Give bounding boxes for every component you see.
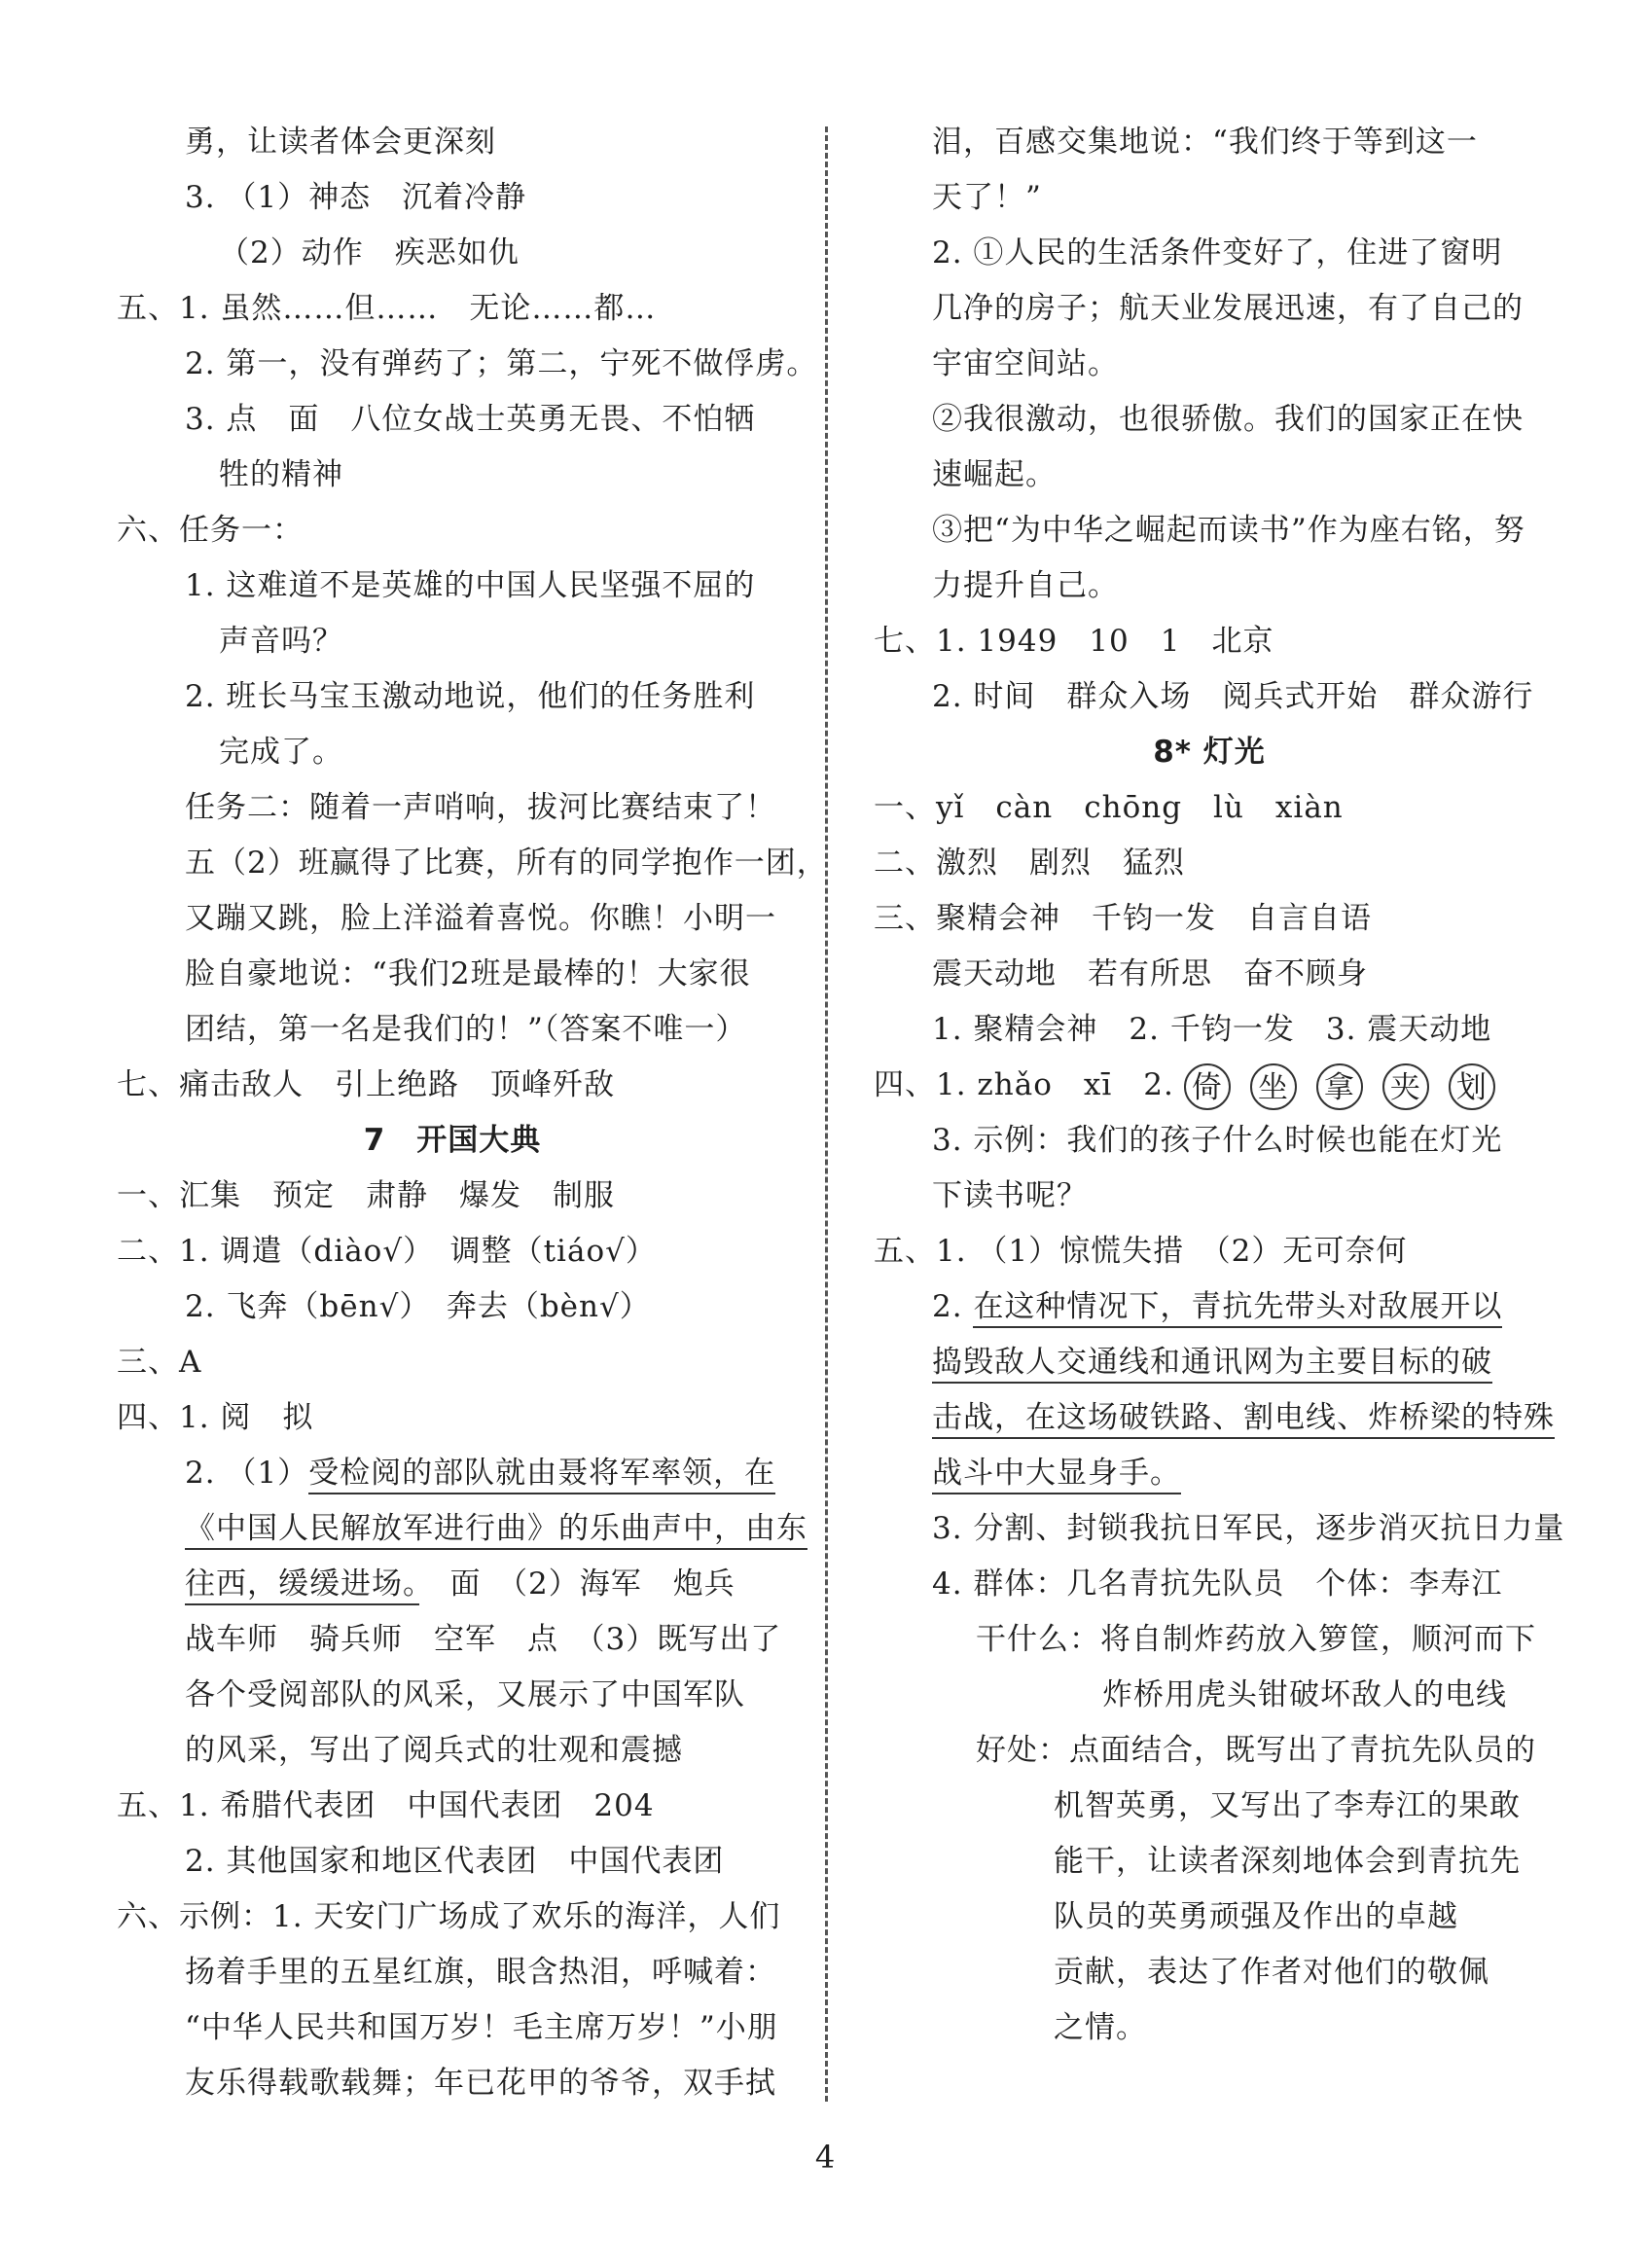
answer-line [874,170,1545,226]
answer-line [117,1335,788,1390]
line-text: 好处：点面结合，既写出了青抗先队员的 [976,1733,1536,1768]
answer-line [874,669,1545,725]
line-text: 五、1. 希腊代表团 中国代表团 204 [117,1788,655,1823]
circled-character: 拿 [1316,1063,1363,1110]
answer-line [117,1668,788,1723]
line-text: 2. 其他国家和地区代表团 中国代表团 [185,1844,725,1879]
answer-line [117,448,788,503]
answer-line [874,1335,1545,1390]
line-text: 2. 时间 群众入场 阅兵式开始 群众游行 [932,679,1534,714]
circled-character: 划 [1449,1063,1495,1110]
line-text: 战车师 骑兵师 空军 点 （3）既写出了 [185,1622,782,1657]
line-text: 脸自豪地说：“我们2班是最棒的！大家很 [185,956,751,991]
answer-line [117,226,788,281]
line-text: 扬着手里的五星红旗，眼含热泪，呼喊着： [185,1955,776,1990]
line-text: 团结，第一名是我们的！”（答案不唯一） [185,1012,747,1047]
answer-line [874,614,1545,669]
answer-line [117,614,788,669]
line-text: 面 （2）海军 炮兵 [418,1566,735,1602]
answer-line [874,1279,1545,1335]
line-text: 完成了。 [219,735,343,770]
answer-line [117,2056,788,2111]
line-text: 一、yǐ càn chōng lù xiàn [874,790,1344,825]
answer-line [874,1446,1545,1501]
left-column [117,115,828,2111]
answer-line [874,1834,1545,1890]
answer-line [874,780,1545,836]
line-text: 任务二：随着一声哨响，拔河比赛结束了！ [185,790,776,825]
answer-line [117,836,828,891]
line-text: 几净的房子；航天业发展迅速，有了自己的 [932,291,1524,326]
line-text: 勇，让读者体会更深刻 [185,125,496,160]
answer-line [874,392,1545,448]
answer-line [117,337,818,392]
line-text: 一、汇集 预定 肃静 爆发 制服 [117,1178,615,1213]
answer-line [874,1945,1545,2000]
circled-character: 倚 [1184,1063,1231,1110]
answer-line [117,1002,788,1058]
answer-line [874,947,1545,1002]
line-text: 3. （1）神态 沉着冷静 [185,180,527,215]
line-text: 泪，百感交集地说：“我们终于等到这一 [932,125,1478,160]
line-text: 各个受阅部队的风采，又展示了中国军队 [185,1677,745,1712]
answer-line [117,1723,788,1779]
answer-line [117,1390,788,1446]
line-text: 炸桥用虎头钳破坏敌人的电线 [1102,1677,1507,1712]
circled-character: 夹 [1382,1063,1429,1110]
line-text: “中华人民共和国万岁！毛主席万岁！”小朋 [185,2010,778,2045]
line-text: （2）动作 疾恶如仇 [219,235,520,270]
answer-line [874,836,1545,891]
line-text: ②我很激动，也很骄傲。我们的国家正在快 [932,402,1524,437]
underlined-answer: 受检阅的部队就由聂将军率领，在 [308,1456,775,1494]
answer-line [874,1890,1545,1945]
underlined-answer: 捣毁敌人交通线和通讯网为主要目标的破 [932,1345,1492,1384]
line-text: 1. 这难道不是英雄的中国人民坚强不屈的 [185,568,756,603]
line-text: 2. ①人民的生活条件变好了，住进了窗明 [932,235,1503,270]
answer-line [117,947,788,1002]
answer-line [117,558,788,614]
answer-line [117,1834,788,1890]
line-text: 队员的英勇顽强及作出的卓越 [1054,1899,1458,1934]
underlined-answer: 在这种情况下，青抗先带头对敌展开以 [973,1289,1502,1328]
section-title [117,1113,788,1169]
answer-line [874,1113,1545,1169]
line-text: 2. 班长马宝玉激动地说，他们的任务胜利 [185,679,756,714]
answer-line [874,1612,1545,1668]
line-text: 2. [932,1289,974,1324]
underlined-answer: 《中国人民解放军进行曲》的乐曲声中，由东 [185,1511,807,1550]
circled-character: 坐 [1250,1063,1297,1110]
line-text: 又蹦又跳，脸上洋溢着喜悦。你瞧！小明一 [185,901,776,936]
answer-line [874,1058,1545,1113]
line-text: 7 开国大典 [363,1123,542,1158]
page-number: 4 [814,2139,836,2176]
answer-line [117,891,788,947]
answer-line [117,392,788,448]
line-text: 七、痛击敌人 引上绝路 顶峰歼敌 [117,1067,615,1102]
line-text: 七、1. 1949 10 1 北京 [874,624,1274,659]
answer-line [874,337,1545,392]
line-text: 2. （1） [185,1456,309,1491]
answer-line [117,2000,788,2056]
answer-line [117,1279,788,1335]
answer-line [874,115,1545,170]
answer-line [874,1501,1565,1557]
answer-line [874,891,1545,947]
answer-line [117,170,788,226]
line-text: 力提升自己。 [932,568,1119,603]
line-text: 干什么：将自制炸药放入箩筐，顺河而下 [976,1622,1536,1657]
answer-line [117,1446,788,1501]
line-text: 下读书呢？ [932,1178,1088,1213]
answer-line [874,1224,1545,1279]
line-text: 三、聚精会神 千钧一发 自言自语 [874,901,1372,936]
line-text: 2. 飞奔（bēn√） 奔去（bèn√） [185,1289,651,1324]
underlined-answer: 战斗中大显身手。 [932,1456,1181,1494]
answer-line [874,1390,1555,1446]
line-text: 友乐得载歌载舞；年已花甲的爷爷，双手拭 [185,2066,776,2101]
answer-line [117,1224,788,1279]
answer-line [117,115,788,170]
answer-line [874,1169,1545,1224]
answer-line [117,1945,788,2000]
line-text: 能干，让读者深刻地体会到青抗先 [1054,1844,1521,1879]
answer-line [117,1501,807,1557]
line-text: 宇宙空间站。 [932,346,1119,381]
line-text: 六、任务一： [117,513,304,548]
line-text: 四、1. 阅 拟 [117,1400,314,1435]
line-text: 震天动地 若有所思 奋不顾身 [932,956,1368,991]
line-text: 六、示例：1. 天安门广场成了欢乐的海洋，人们 [117,1899,781,1934]
line-text: 2. 第一，没有弹药了；第二，宁死不做俘虏。 [185,346,818,381]
answer-line [874,1557,1545,1612]
answer-line [117,503,788,558]
answer-line [117,1779,788,1834]
answer-line [117,669,788,725]
line-text: 五、1. 虽然……但…… 无论……都… [117,291,657,326]
answer-line [874,281,1545,337]
line-text: 机智英勇，又写出了李寿江的果敢 [1054,1788,1521,1823]
line-text: 贡献，表达了作者对他们的敬佩 [1054,1955,1489,1990]
line-text: 3. 分割、封锁我抗日军民，逐步消灭抗日力量 [932,1511,1565,1546]
line-text: 二、激烈 剧烈 猛烈 [874,846,1185,881]
line-text: 五、1. （1）惊慌失措 （2）无可奈何 [874,1234,1408,1269]
line-text: 牲的精神 [219,457,343,492]
line-text: ③把“为中华之崛起而读书”作为座右铭，努 [932,513,1525,548]
answer-line [874,1723,1545,1779]
line-text: 速崛起。 [932,457,1057,492]
answer-line [874,448,1545,503]
line-text: 4. 群体：几名青抗先队员 个体：李寿江 [932,1566,1503,1602]
section-title [874,725,1545,780]
answer-line [874,2000,1545,2056]
line-text: 3. 点 面 八位女战士英勇无畏、不怕牺 [185,402,756,437]
underlined-answer: 击战，在这场破铁路、割电线、炸桥梁的特殊 [932,1400,1555,1439]
answer-line [874,503,1545,558]
answer-line [874,1779,1545,1834]
answer-line [117,1612,788,1668]
answer-line [117,780,788,836]
answer-line [874,558,1545,614]
answer-line [117,281,788,337]
line-text: 1. 聚精会神 2. 千钧一发 3. 震天动地 [932,1012,1492,1047]
line-text: 二、1. 调遣（diào√） 调整（tiáo√） [117,1234,657,1269]
column-divider [825,126,828,2102]
answer-line [117,725,788,780]
answer-line [117,1557,788,1612]
line-text: 五（2）班赢得了比赛，所有的同学抱作一团， [185,846,828,881]
line-text: 三、A [117,1345,202,1380]
answer-line [874,1668,1545,1723]
line-text: 3. 示例：我们的孩子什么时候也能在灯光 [932,1123,1503,1158]
line-text: 8* 灯光 [1153,735,1266,770]
answer-line [874,226,1545,281]
answer-line [117,1058,788,1113]
answer-line [117,1890,788,1945]
line-text: 天了！” [932,180,1042,215]
right-column [874,115,1565,2056]
line-text: 的风采，写出了阅兵式的壮观和震撼 [185,1733,683,1768]
underlined-answer: 往西，缓缓进场。 [185,1566,419,1605]
line-text: 之情。 [1054,2010,1147,2045]
line-text: 声音吗？ [219,624,343,659]
answer-line [874,1002,1545,1058]
answer-line [117,1169,788,1224]
line-text: 四、1. zhǎo xī 2. [874,1067,1174,1102]
